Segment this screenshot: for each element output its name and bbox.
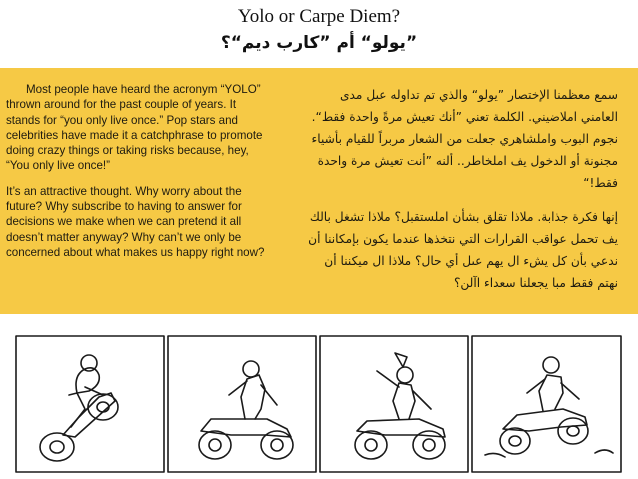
atv-stunt-rider-icon bbox=[355, 353, 445, 459]
english-paragraph-1: Most people have heard the acronym “YOLO” thrown around for the past couple of years. It stands for “you only live once.” Pop stars and celebrities have made it a catchphrase to promote doing crazy things or taking risks because, hey, “You only live once!” bbox=[6, 83, 263, 173]
atv-rider-standing-icon bbox=[199, 361, 293, 459]
english-text-column bbox=[6, 82, 272, 270]
arabic-paragraph-1: سمع معظمنا الإختصار ”يولو“ والذي تم تداوله عبل مدى العامني املاضيني. الكلمة تعني ”أنك تعيش مرةً واحدة فقط“. نجوم البوب وامل​شاهري جعلت من الشعار مربراً للقيام بأشياء مجنونة أو الدخول يف امل​خاطر.. ألنه ”أنت تعيش مرة واحدة فقط!“ bbox=[311, 88, 618, 190]
page-title-arabic: ”يولو“ أم ”كارب ديم“؟ bbox=[220, 33, 418, 53]
english-paragraph-2: It’s an attractive thought. Why worry about the future? Why subscribe to having to answer for decisions we make when we can pretend it all doesn’t matter anyway? Why can’t we only be concerned about what makes us happy right now? bbox=[6, 184, 265, 259]
atv-airborne-icon bbox=[485, 357, 613, 457]
comic-panel-frame-1 bbox=[16, 336, 164, 472]
atv-comic-strip-illustration bbox=[15, 335, 623, 473]
arabic-paragraph-2: إنها فكرة جذابة. ملاذا تقلق بشأن املستقبل؟ ملاذا تشغل بالك يف تحمل عواقب القرارات التي نتخذها عندما يكون بإمكاننا أن ندعي بأن كل يشء ال يهم عىل أي حال؟ ملاذا ال ميكننا أن نهتم فقط مبا يجعلنا سعداء اآلن؟ bbox=[308, 210, 618, 290]
atv-wheelie-icon bbox=[40, 355, 118, 461]
arabic-text-column bbox=[300, 84, 618, 306]
page-title: Yolo or Carpe Diem? bbox=[237, 6, 401, 27]
